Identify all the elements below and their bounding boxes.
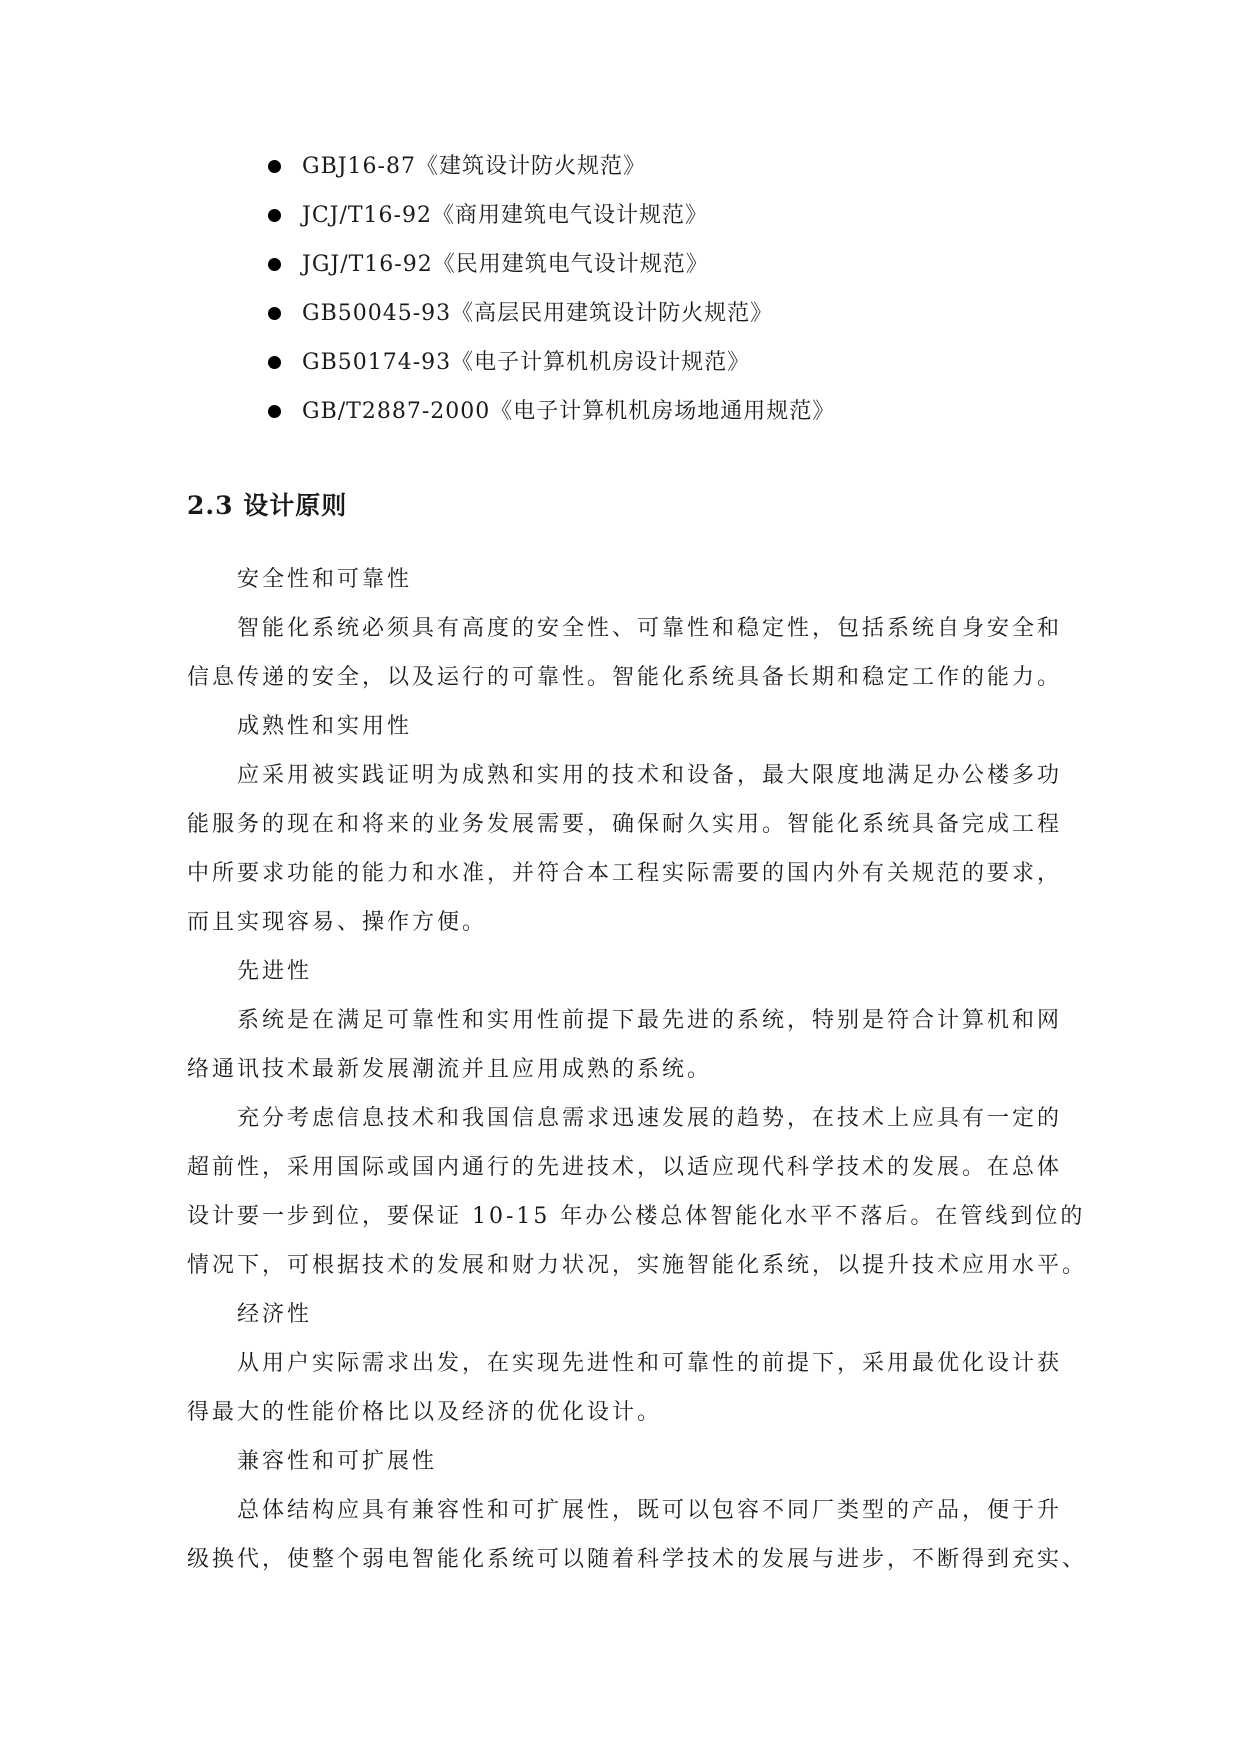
standards-list-item (268, 387, 1088, 436)
standard-text: GB50045-93《高层民用建筑设计防火规范》 (302, 301, 774, 326)
paragraph-line: 从用户实际需求出发，在实现先进性和可靠性的前提下，采用最优化设计获 (237, 1351, 1063, 1376)
standard-text: JCJ/T16-92《商用建筑电气设计规范》 (302, 203, 708, 228)
standard-text: GB/T2887-2000《电子计算机机房场地通用规范》 (302, 399, 836, 424)
bullet-icon (268, 307, 281, 320)
paragraph-line: 设计要一步到位，要保证 10-15 年办公楼总体智能化水平不落后。在管线到位的 (187, 1204, 1086, 1229)
paragraph-line: 总体结构应具有兼容性和可扩展性，既可以包容不同厂类型的产品，便于升 (237, 1498, 1063, 1523)
paragraph-line: 系统是在满足可靠性和实用性前提下最先进的系统，特别是符合计算机和网 (237, 1008, 1063, 1033)
paragraph-line: 应采用被实践证明为成熟和实用的技术和设备，最大限度地满足办公楼多功 (237, 763, 1063, 788)
paragraph-line: 级换代，使整个弱电智能化系统可以随着科学技术的发展与进步，不断得到充实、 (187, 1547, 1088, 1572)
bullet-icon (268, 405, 281, 418)
paragraph-line: 能服务的现在和将来的业务发展需要，确保耐久实用。智能化系统具备完成工程 (187, 812, 1063, 837)
paragraph-line: 而且实现容易、操作方便。 (187, 910, 488, 935)
principle-title: 先进性 (237, 959, 313, 984)
principle-title: 成熟性和实用性 (237, 714, 413, 739)
paragraph-line: 超前性，采用国际或国内通行的先进技术，以适应现代科学技术的发展。在总体 (187, 1155, 1063, 1180)
bullet-icon (268, 160, 281, 173)
standards-list (268, 142, 1088, 436)
paragraph-line: 充分考虑信息技术和我国信息需求迅速发展的趋势，在技术上应具有一定的 (237, 1106, 1063, 1131)
paragraph-line: 信息传递的安全，以及运行的可靠性。智能化系统具备长期和稳定工作的能力。 (187, 665, 1063, 690)
bullet-icon (268, 258, 281, 271)
section-heading: 2.3 设计原则 (187, 491, 348, 520)
principle-title: 兼容性和可扩展性 (237, 1449, 438, 1474)
paragraph-line: 中所要求功能的能力和水准，并符合本工程实际需要的国内外有关规范的要求， (187, 861, 1063, 886)
standard-text: JGJ/T16-92《民用建筑电气设计规范》 (302, 252, 709, 277)
paragraph-line: 情况下，可根据技术的发展和财力状况，实施智能化系统，以提升技术应用水平。 (187, 1253, 1088, 1278)
paragraph-line: 智能化系统必须具有高度的安全性、可靠性和稳定性，包括系统自身安全和 (237, 616, 1063, 641)
standards-list-item (268, 289, 1088, 338)
standards-list-item (268, 191, 1088, 240)
paragraph-line: 得最大的性能价格比以及经济的优化设计。 (187, 1400, 663, 1425)
bullet-icon (268, 356, 281, 369)
principle-title: 经济性 (237, 1302, 313, 1327)
principle-title: 安全性和可靠性 (237, 567, 413, 592)
standards-list-item (268, 338, 1088, 387)
paragraph-line: 络通讯技术最新发展潮流并且应用成熟的系统。 (187, 1057, 713, 1082)
standard-text: GBJ16-87《建筑设计防火规范》 (302, 154, 646, 179)
standard-text: GB50174-93《电子计算机机房设计规范》 (302, 350, 751, 375)
section-body (187, 555, 1088, 1584)
bullet-icon (268, 209, 281, 222)
standards-list-item (268, 142, 1088, 191)
standards-list-item (268, 240, 1088, 289)
